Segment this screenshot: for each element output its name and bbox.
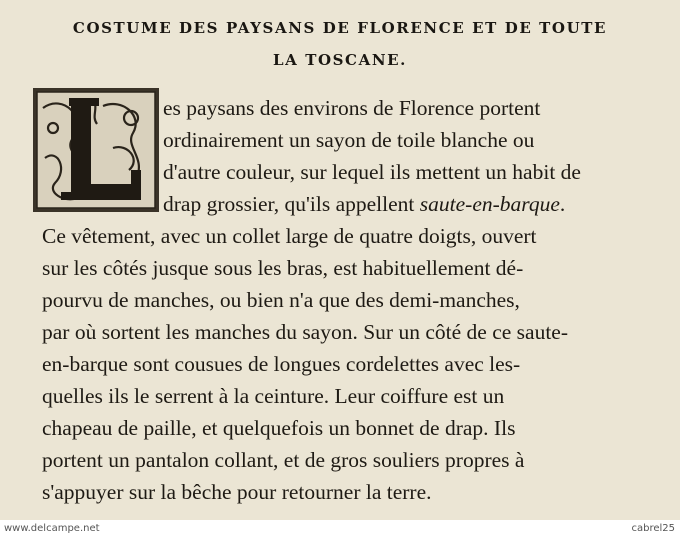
text-line-5: Ce vêtement, avec un collet large de quatre doigts, ouvert <box>42 224 537 248</box>
italic-term: saute-en-barque <box>419 192 560 216</box>
text-line-13: s'appuyer sur la bêche pour retourner la terre. <box>42 480 432 504</box>
heading-line-1: COSTUME DES PAYSANS DE FLORENCE ET DE TOUTE <box>72 19 608 37</box>
text-line-11: chapeau de paille, et quelquefois un bonnet de drap. Ils <box>42 416 516 440</box>
footer-right-text: cabrel25 <box>631 523 675 534</box>
text-line-12: portent un pantalon collant, et de gros souliers propres à <box>42 448 525 472</box>
text-line-7: pourvu de manches, ou bien n'a que des demi-manches, <box>42 288 520 312</box>
footer-bar <box>0 520 680 538</box>
heading-line-2: LA TOSCANE. <box>272 51 407 69</box>
footer-left-text: www.delcampe.net <box>4 523 100 534</box>
ornate-drop-cap-L-icon <box>33 88 159 212</box>
text-line-8: par où sortent les manches du sayon. Sur un côté de ce saute- <box>42 320 568 344</box>
text-line-1: es paysans des environs de Florence portent <box>163 96 541 120</box>
text-line-2: ordinairement un sayon de toile blanche ou <box>163 128 535 152</box>
text-line-9: en-barque sont cousues de longues cordelettes avec les- <box>42 352 521 376</box>
text-line-6: sur les côtés jusque sous les bras, est habituellement dé- <box>42 256 524 280</box>
text-line-4-start: drap grossier, qu'ils appellent <box>163 192 415 216</box>
text-line-3: d'autre couleur, sur lequel ils mettent un habit de <box>163 160 581 184</box>
text-line-4-end: . <box>559 192 566 216</box>
text-line-4 <box>163 192 565 216</box>
text-line-10: quelles ils le serrent à la ceinture. Leur coiffure est un <box>42 384 505 408</box>
